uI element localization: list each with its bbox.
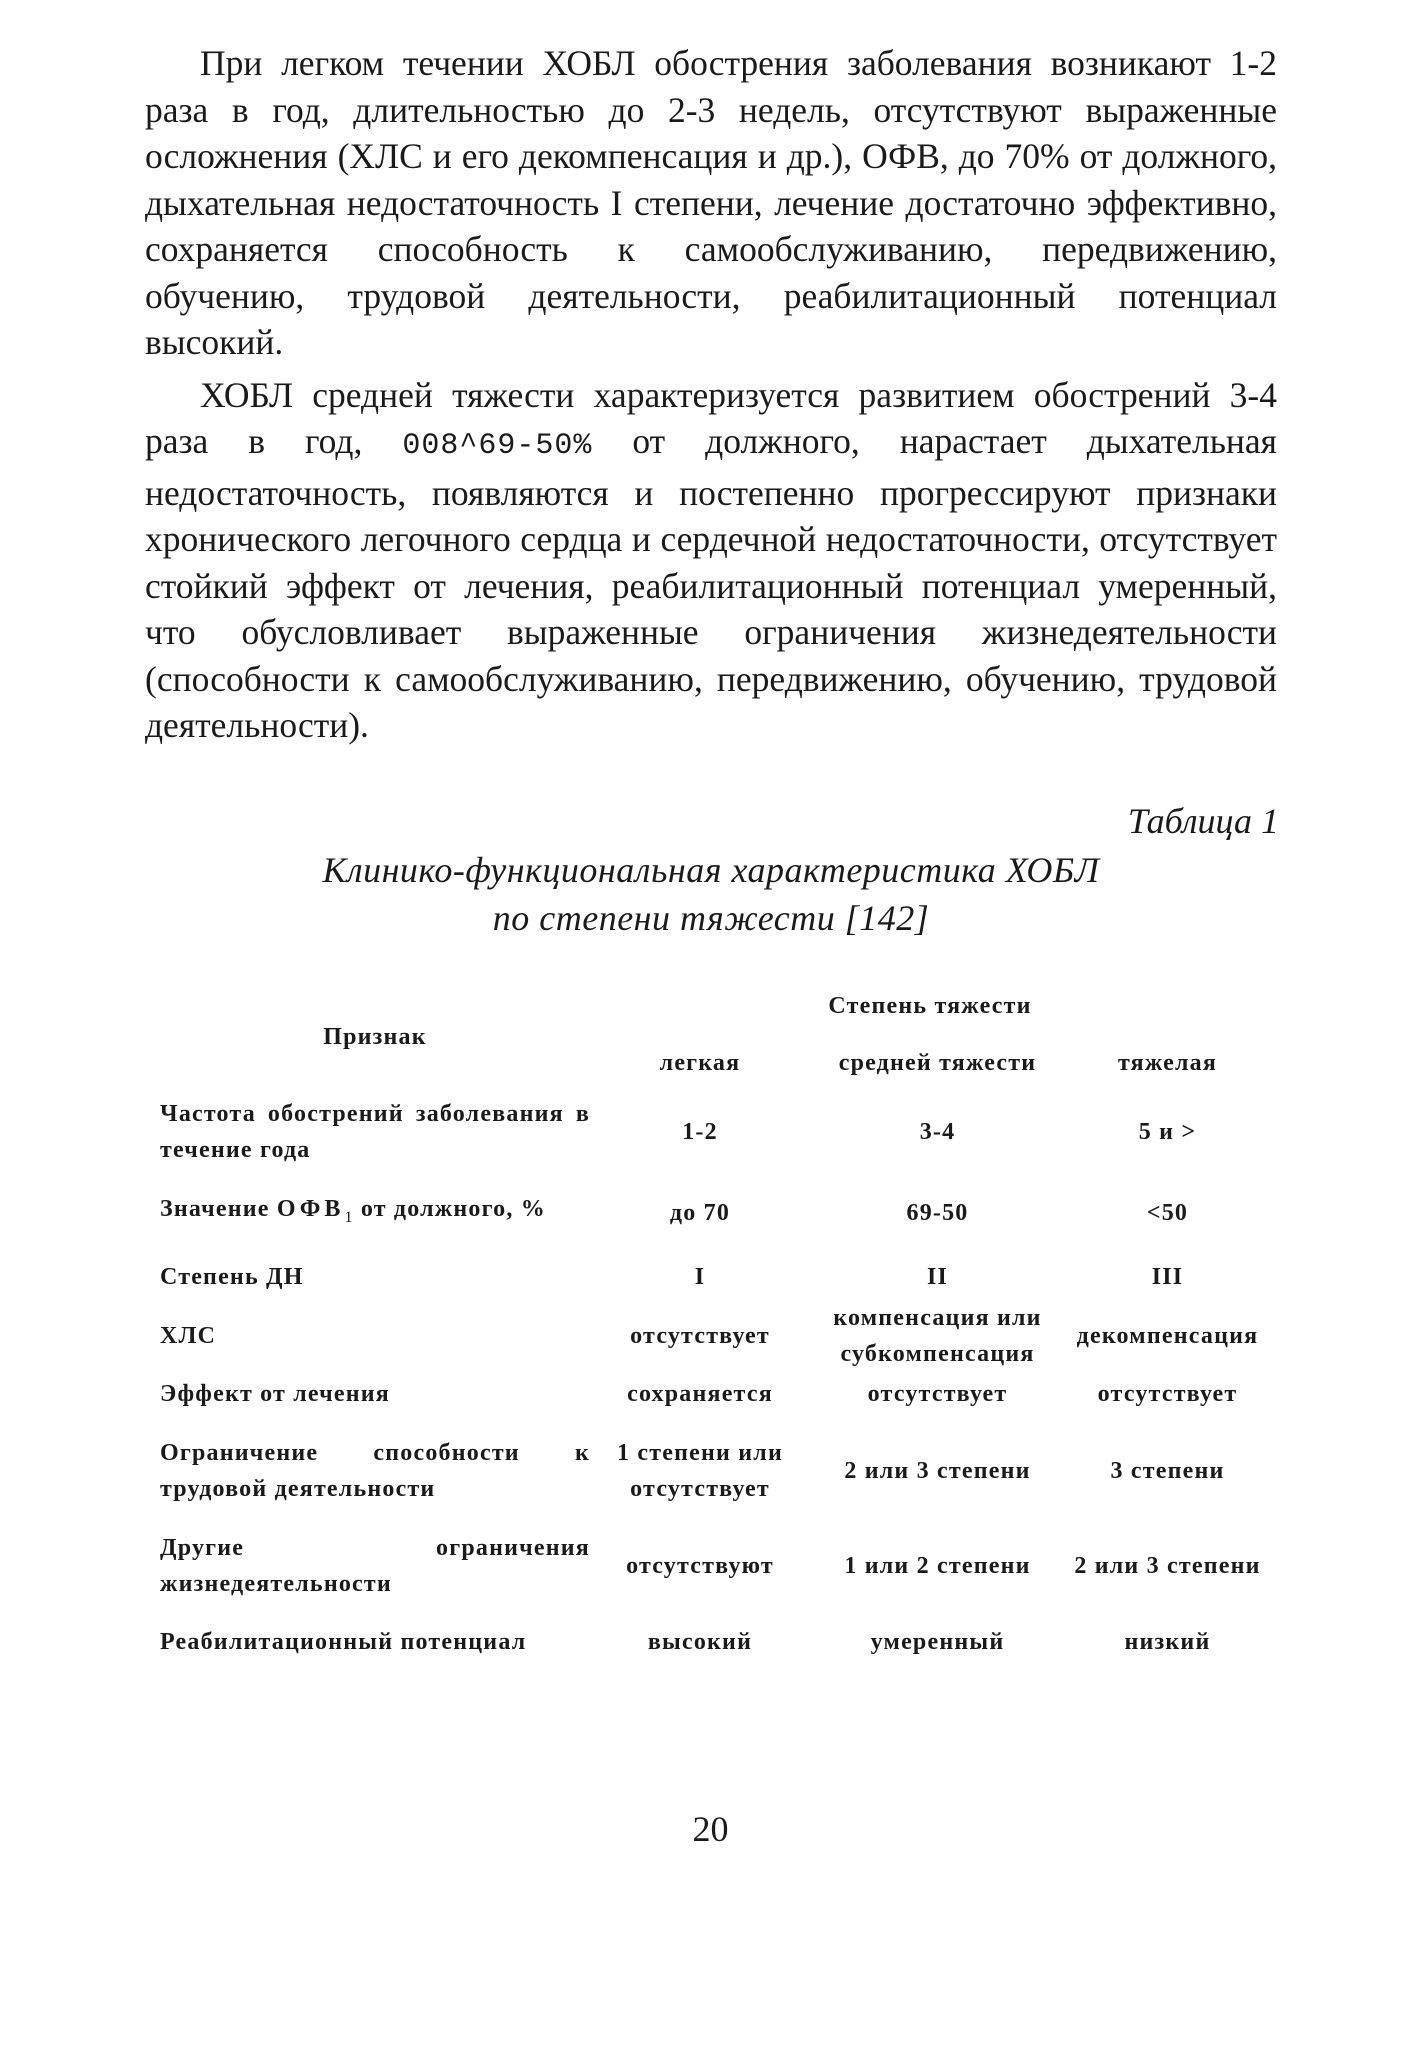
cell-light: 1 степени или отсутствует [617, 1440, 783, 1502]
cell-light: высокий [647, 1629, 753, 1655]
cell-moderate: 3-4 [919, 1119, 956, 1145]
feature-text: Значение [160, 1195, 277, 1222]
table-row [160, 1170, 1270, 1256]
cell-severe: 2 или 3 степени [1074, 1553, 1261, 1579]
table-title-line: по степени тяжести [142] [492, 898, 930, 938]
cell-light: отсутствует [630, 1323, 770, 1349]
header-moderate: средней тяжести [838, 1050, 1037, 1076]
paragraph-mild-copd [145, 40, 1277, 366]
paragraph-moderate-copd [145, 372, 1277, 749]
severity-table [160, 980, 1270, 1680]
cell-severe: 3 степени [1110, 1458, 1225, 1484]
table-row [160, 1094, 1270, 1170]
paragraph-text: При легком течении ХОБЛ обострения заболевания возникают 1-2 раза в год, длительностью до 2-3 недель, отсутствуют выраженные осложнения (ХЛС и его декомпенсация и др.), ОФВ, до 70% от должного, дыхательная недостаточность I степени, лечение достаточно эффективно, сохраняется способность к самообслуживанию, передвижению, обучению, трудовой деятельности, реабилитационный потенциал высокий. [145, 43, 1277, 362]
cell-severe: отсутствует [1097, 1381, 1238, 1407]
cell-severe: <50 [1146, 1200, 1189, 1226]
header-severe: тяжелая [1117, 1050, 1218, 1076]
table-row [160, 1414, 1270, 1528]
fev-label: ОФВ [276, 1195, 345, 1222]
paragraph-text: от должного, нарастает дыхательная недостаточность, появляются и постепенно прогрессируют признаки хронического легочного сердца и сердечной недостаточности, отсутствует стойкий эффект от лечения, реабилитационный потенциал умеренный, что обусловливает выраженные ограничения жизнедеятельности (способности к самообслуживанию, передвижению, обучению, трудовой деятельности). [145, 421, 1278, 745]
row-feature: ХЛС [160, 1323, 217, 1349]
table-row [160, 1256, 1270, 1298]
table-title [145, 846, 1277, 942]
header-severity-group: Степень тяжести [828, 993, 1032, 1019]
cell-moderate: умеренный [870, 1629, 1005, 1655]
body-text [145, 40, 1277, 755]
cell-moderate: 2 или 3 степени [844, 1458, 1031, 1484]
cell-light: отсутствуют [626, 1553, 774, 1579]
cell-moderate: II [926, 1264, 949, 1290]
table-row [160, 1528, 1270, 1604]
fev-subscript: 1 [344, 1208, 354, 1226]
header-feature: Признак [323, 1024, 427, 1050]
page-number: 20 [692, 1809, 729, 1849]
feature-text: от должного, % [353, 1195, 546, 1222]
cell-light: 1-2 [682, 1119, 718, 1145]
table-header-row [160, 980, 1270, 1032]
cell-severe: III [1151, 1264, 1184, 1290]
row-feature: Частота обострений заболевания в течение года [160, 1101, 590, 1163]
row-feature: Эффект от лечения [160, 1381, 390, 1407]
cell-light: сохраняется [627, 1381, 773, 1407]
row-feature: Реабилитационный потенциал [160, 1629, 527, 1655]
table-label: Таблица 1 [1127, 801, 1279, 841]
cell-light: до 70 [669, 1200, 731, 1226]
header-light: легкая [659, 1050, 741, 1076]
cell-moderate: компенсация или субкомпенсация [833, 1305, 1042, 1367]
table-row [160, 1298, 1270, 1374]
row-feature: Ограничение способности к трудовой деятельности [160, 1440, 590, 1502]
cell-moderate: отсутствует [867, 1381, 1008, 1407]
row-feature: Степень ДН [160, 1264, 304, 1290]
table-row [160, 1374, 1270, 1414]
table-title-line: Клинико-функциональная характеристика ХОБЛ [322, 850, 1100, 890]
cell-severe: декомпенсация [1076, 1323, 1259, 1349]
row-feature [160, 1170, 590, 1256]
cell-severe: 5 и > [1138, 1119, 1197, 1145]
row-feature: Другие ограничения жизнедеятельности [160, 1535, 590, 1597]
cell-severe: низкий [1124, 1629, 1211, 1655]
paragraph-text: ХОБЛ средней тяжести характеризуется развитием обострений 3-4 раза в год, [145, 374, 1277, 461]
cell-moderate: 69-50 [906, 1200, 969, 1226]
cell-light: I [694, 1264, 706, 1290]
garbled-fev-value: 008^69-50% [402, 429, 593, 463]
cell-moderate: 1 или 2 степени [844, 1553, 1031, 1579]
table-row [160, 1604, 1270, 1680]
